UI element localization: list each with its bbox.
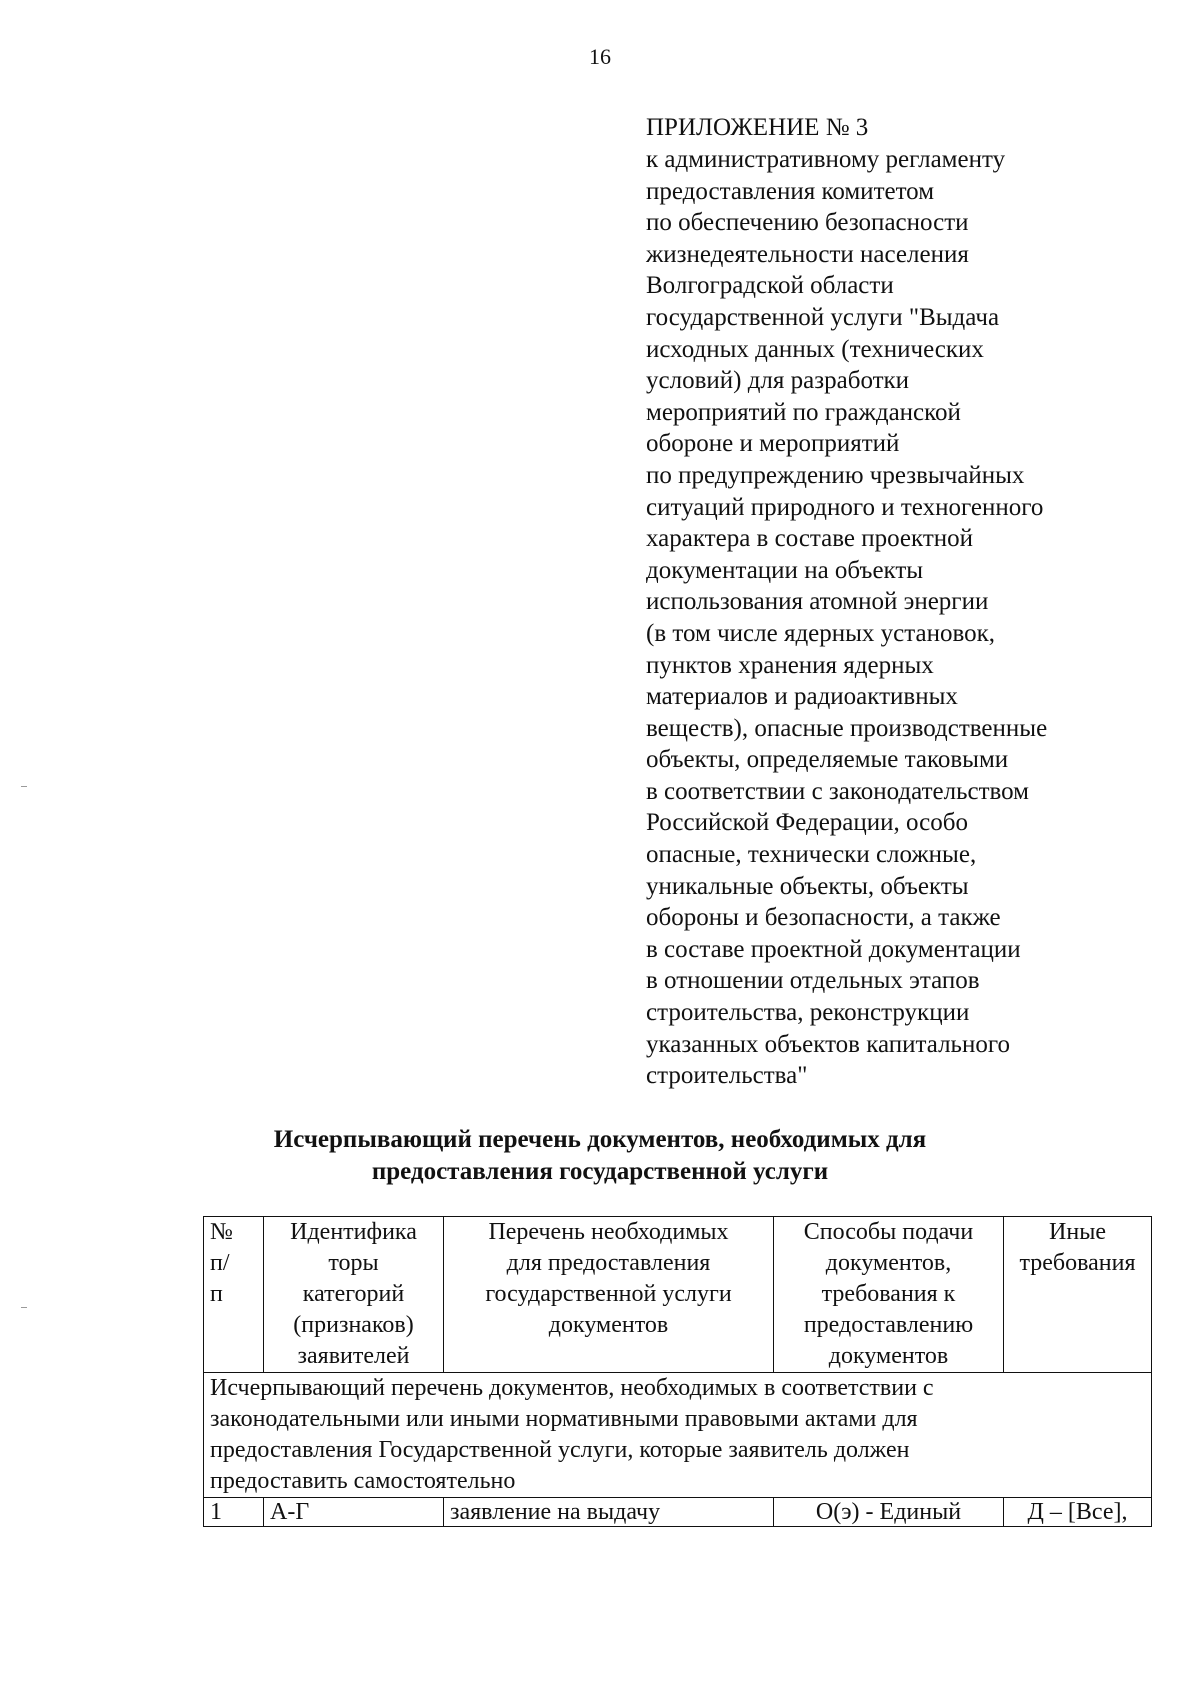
header-text: документов: [828, 1343, 949, 1369]
cell-documents: заявление на выдачу: [444, 1498, 774, 1527]
appendix-line: (в том числе ядерных установок,: [646, 619, 996, 647]
cell-methods: О(э) - Единый: [774, 1498, 1004, 1527]
documents-table: [203, 1216, 1152, 1527]
appendix-line: государственной услуги "Выдача: [646, 303, 1000, 331]
header-text: п/: [210, 1250, 230, 1276]
appendix-line: строительства, реконструкции: [646, 999, 970, 1027]
appendix-line: материалов и радиоактивных: [646, 683, 958, 711]
header-text: для предоставления: [506, 1250, 711, 1276]
cell-number: 1: [204, 1498, 264, 1527]
appendix-line: указанных объектов капитального: [646, 1030, 1010, 1058]
appendix-line: в отношении отдельных этапов: [646, 967, 980, 995]
header-text: №: [210, 1219, 233, 1245]
section-text: законодательными или иными нормативными правовыми актами для: [210, 1406, 918, 1432]
header-other-requirements: [1004, 1217, 1152, 1373]
header-required-documents: [444, 1217, 774, 1373]
section-text: Исчерпывающий перечень документов, необходимых в соответствии с: [210, 1375, 934, 1401]
appendix-line: жизнедеятельности населения: [646, 240, 969, 268]
appendix-block: [646, 112, 1166, 1092]
header-text: торы: [328, 1250, 379, 1276]
header-text: предоставлению: [803, 1312, 974, 1338]
scan-margin-mark: [21, 1307, 27, 1308]
header-text: заявителей: [297, 1343, 410, 1369]
appendix-title: ПРИЛОЖЕНИЕ № 3: [646, 114, 869, 141]
appendix-line: мероприятий по гражданской: [646, 398, 961, 426]
page-number: 16: [589, 44, 611, 69]
appendix-line: предоставления комитетом: [646, 177, 935, 205]
appendix-line: к административному регламенту: [646, 146, 1006, 173]
header-text: п: [210, 1281, 223, 1307]
cell-identifiers: А-Г: [264, 1498, 444, 1527]
appendix-line: Волгоградской области: [646, 272, 894, 300]
section-text: предоставления Государственной услуги, которые заявитель должен: [210, 1437, 910, 1463]
header-text: требования к: [821, 1281, 956, 1307]
header-text: документов: [548, 1312, 669, 1338]
header-text: Перечень необходимых: [488, 1219, 729, 1245]
cell-other: Д – [Все],: [1004, 1498, 1152, 1527]
appendix-line: объекты, определяемые таковыми: [646, 746, 1009, 774]
appendix-line: использования атомной энергии: [646, 588, 989, 616]
document-heading-line: Исчерпывающий перечень документов, необходимых для: [273, 1126, 927, 1153]
appendix-line: обороны и безопасности, а также: [646, 904, 1001, 932]
table-header-row: [204, 1217, 1152, 1373]
appendix-line: характера в составе проектной: [646, 525, 974, 553]
appendix-line: в составе проектной документации: [646, 935, 1021, 963]
appendix-line: веществ), опасные производственные: [646, 714, 1048, 742]
table-section-row: [204, 1373, 1152, 1498]
header-text: категорий: [302, 1281, 405, 1307]
header-text: документов,: [825, 1250, 952, 1276]
appendix-line: документации на объекты: [646, 556, 924, 584]
document-heading: [0, 1124, 1200, 1188]
header-submission-methods: [774, 1217, 1004, 1373]
appendix-line: пунктов хранения ядерных: [646, 651, 934, 679]
header-text: требования: [1019, 1250, 1136, 1276]
appendix-line: ситуаций природного и техногенного: [646, 493, 1044, 521]
header-number: [204, 1217, 264, 1373]
header-applicant-identifiers: [264, 1217, 444, 1373]
appendix-line: уникальные объекты, объекты: [646, 872, 969, 900]
appendix-line: по предупреждению чрезвычайных: [646, 461, 1025, 489]
appendix-line: строительства": [646, 1062, 808, 1090]
section-text: предоставить самостоятельно: [210, 1468, 516, 1494]
appendix-line: условий) для разработки: [646, 367, 910, 395]
header-text: Способы подачи: [803, 1219, 974, 1245]
section-cell: [204, 1373, 1152, 1498]
appendix-line: исходных данных (технических: [646, 335, 984, 363]
appendix-line: опасные, технически сложные,: [646, 841, 977, 869]
header-text: Иные: [1049, 1219, 1106, 1245]
document-heading-line: предоставления государственной услуги: [371, 1158, 829, 1185]
scan-margin-mark: [21, 786, 27, 787]
appendix-line: в соответствии с законодательством: [646, 777, 1029, 805]
header-text: (признаков): [293, 1312, 414, 1338]
appendix-line: по обеспечению безопасности: [646, 209, 969, 237]
table-row: [204, 1498, 1152, 1527]
header-text: государственной услуги: [485, 1281, 732, 1307]
header-text: Идентифика: [290, 1219, 417, 1245]
appendix-line: Российской Федерации, особо: [646, 809, 968, 837]
appendix-line: обороне и мероприятий: [646, 430, 900, 458]
